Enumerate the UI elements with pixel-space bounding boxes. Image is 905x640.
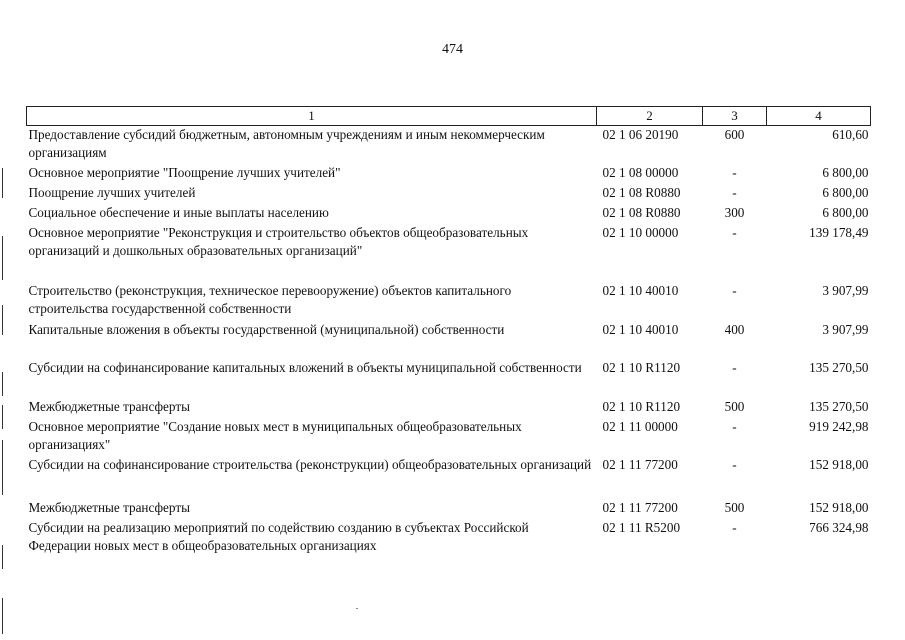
row-type: 500 bbox=[724, 499, 745, 515]
row-name: Предоставление субсидий бюджетным, автономным учреждениям и иным некоммерческим организациям bbox=[28, 127, 545, 160]
row-name: Капитальные вложения в объекты государственной (муниципальной) собственности bbox=[28, 321, 505, 337]
row-sum: 139 178,49 bbox=[809, 224, 869, 240]
row-type: - bbox=[732, 519, 737, 535]
row-sum: 3 907,99 bbox=[822, 282, 869, 298]
row-type: - bbox=[732, 456, 737, 472]
table-row bbox=[27, 224, 871, 282]
table-row bbox=[27, 282, 871, 321]
row-type: 600 bbox=[724, 127, 745, 142]
row-name: Субсидии на софинансирование строительства (реконструкции) общеобразовательных организаций bbox=[28, 456, 592, 472]
row-sum: 135 270,50 bbox=[809, 359, 869, 375]
row-name: Основное мероприятие "Реконструкция и строительство объектов общеобразовательных организаций и дошкольных образовательных организаций" bbox=[28, 224, 529, 258]
row-code: 02 1 11 00000 bbox=[602, 418, 678, 434]
row-name: Социальное обеспечение и иные выплаты населению bbox=[28, 204, 329, 220]
row-name: Основное мероприятие "Поощрение лучших учителей" bbox=[28, 164, 341, 180]
margin-mark bbox=[2, 598, 3, 634]
margin-mark bbox=[2, 236, 3, 280]
row-type: 500 bbox=[724, 398, 745, 414]
row-type: - bbox=[732, 224, 737, 240]
row-code: 02 1 08 00000 bbox=[602, 164, 679, 180]
row-type: - bbox=[732, 418, 737, 434]
row-sum: 6 800,00 bbox=[822, 204, 869, 220]
table-row bbox=[27, 164, 871, 184]
row-code: 02 1 10 40010 bbox=[602, 321, 679, 337]
table-row bbox=[27, 519, 871, 557]
row-code: 02 1 08 R0880 bbox=[602, 204, 681, 220]
budget-table bbox=[26, 106, 871, 557]
table-row bbox=[27, 204, 871, 224]
row-sum: 6 800,00 bbox=[822, 164, 869, 180]
row-code: 02 1 11 77200 bbox=[602, 499, 678, 515]
row-name: Межбюджетные трансферты bbox=[28, 499, 190, 515]
header-col-4: 4 bbox=[767, 107, 871, 126]
row-sum: 610,60 bbox=[832, 127, 869, 142]
row-sum: 919 242,98 bbox=[809, 418, 869, 434]
row-type: 300 bbox=[724, 204, 745, 220]
row-name: Основное мероприятие "Создание новых мест в муниципальных общеобразовательных организациях" bbox=[28, 418, 522, 452]
table-row bbox=[27, 321, 871, 359]
row-sum: 766 324,98 bbox=[809, 519, 869, 535]
table-header-row bbox=[27, 107, 871, 126]
row-type: - bbox=[732, 184, 737, 200]
row-code: 02 1 06 20190 bbox=[602, 127, 679, 142]
table-row bbox=[27, 398, 871, 418]
row-code: 02 1 10 R1120 bbox=[602, 398, 681, 414]
row-code: 02 1 08 R0880 bbox=[602, 184, 681, 200]
margin-mark bbox=[2, 305, 3, 335]
margin-mark bbox=[2, 372, 3, 396]
row-sum: 3 907,99 bbox=[822, 321, 869, 337]
table-row bbox=[27, 418, 871, 456]
row-sum: 135 270,50 bbox=[809, 398, 869, 414]
table-row bbox=[27, 359, 871, 398]
margin-mark bbox=[2, 405, 3, 429]
row-name: Поощрение лучших учителей bbox=[28, 184, 196, 200]
row-name: Субсидии на софинансирование капитальных вложений в объекты муниципальной собственности bbox=[28, 359, 582, 375]
row-code: 02 1 11 R5200 bbox=[602, 519, 681, 535]
row-type: - bbox=[732, 282, 737, 298]
scan-speck bbox=[356, 608, 358, 609]
table-row bbox=[27, 126, 871, 164]
row-name: Строительство (реконструкция, техническое перевооружение) объектов капитального строительства государственной собственности bbox=[28, 282, 512, 316]
margin-mark bbox=[2, 168, 3, 198]
header-col-3: 3 bbox=[703, 107, 767, 126]
row-code: 02 1 10 R1120 bbox=[602, 359, 681, 375]
table-row bbox=[27, 499, 871, 519]
header-col-2: 2 bbox=[597, 107, 703, 126]
row-code: 02 1 10 40010 bbox=[602, 282, 679, 298]
row-sum: 152 918,00 bbox=[809, 499, 869, 515]
row-type: 400 bbox=[724, 321, 745, 337]
row-sum: 152 918,00 bbox=[809, 456, 869, 472]
header-col-1: 1 bbox=[27, 107, 597, 126]
row-code: 02 1 11 77200 bbox=[602, 456, 678, 472]
row-name: Субсидии на реализацию мероприятий по содействию созданию в субъектах Российской Федерации новых мест в общеобразовательных организациях bbox=[28, 519, 529, 553]
margin-mark bbox=[2, 545, 3, 569]
row-sum: 6 800,00 bbox=[822, 184, 869, 200]
row-type: - bbox=[732, 164, 737, 180]
table-row bbox=[27, 456, 871, 499]
row-type: - bbox=[732, 359, 737, 375]
row-name: Межбюджетные трансферты bbox=[28, 398, 190, 414]
row-code: 02 1 10 00000 bbox=[602, 224, 679, 240]
margin-mark bbox=[2, 440, 3, 495]
page-number: 474 bbox=[442, 42, 463, 57]
table-row bbox=[27, 184, 871, 204]
